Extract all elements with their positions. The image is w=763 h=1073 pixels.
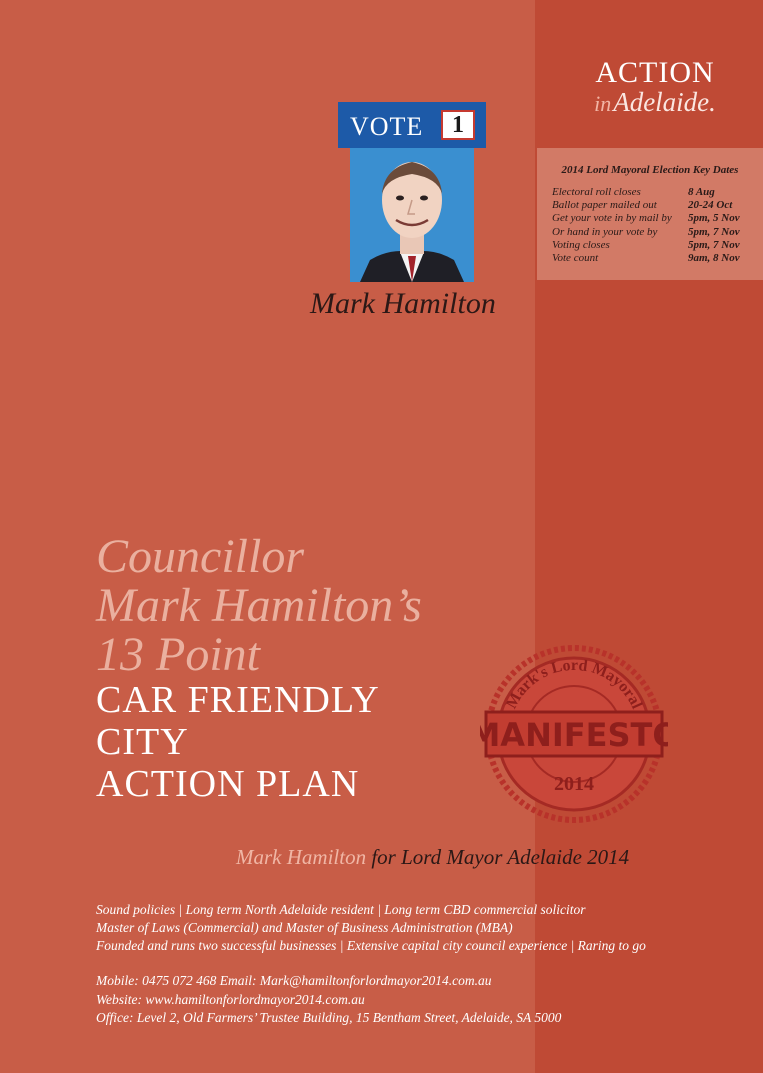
tagline-role: for Lord Mayor xyxy=(371,845,503,869)
key-date-label: Electoral roll closes xyxy=(552,186,641,198)
brand-city-text: Adelaide. xyxy=(613,87,716,117)
stamp-top-text: Mark's Lord Mayoral xyxy=(502,656,646,712)
key-date-label: Voting closes xyxy=(552,238,610,251)
key-date-label: Ballot paper mailed out xyxy=(552,199,657,212)
headline-line: ACTION PLAN xyxy=(96,763,360,805)
qualification-line: Master of Laws (Commercial) and Master of Business Administration (MBA) xyxy=(96,920,513,935)
key-date-value: 5pm, 7 Nov xyxy=(688,225,740,238)
brand-subtitle xyxy=(555,88,755,118)
brand-action-text: ACTION xyxy=(595,56,715,89)
tagline xyxy=(236,845,629,870)
headline-line: CITY xyxy=(96,721,189,763)
candidate-name: Mark Hamilton xyxy=(310,287,496,320)
key-date-label: Get your vote in by mail by xyxy=(552,212,672,225)
headline-line: Mark Hamilton’s xyxy=(96,579,422,632)
key-date-value: 5pm, 7 Nov xyxy=(688,238,740,251)
key-date-value: 9am, 8 Nov xyxy=(688,252,740,265)
headline-line: CAR FRIENDLY xyxy=(96,679,380,721)
vote-text: VOTE xyxy=(350,112,424,141)
contact-details xyxy=(96,972,561,1028)
action-in-adelaide-logo xyxy=(555,58,755,118)
key-date-value: 8 Aug xyxy=(688,186,715,198)
headline xyxy=(96,532,422,805)
manifesto-stamp xyxy=(480,640,668,828)
key-date-label: Vote count xyxy=(552,252,599,265)
stamp-bottom-text: 2014 xyxy=(554,773,594,795)
contact-office: Office: Level 2, Old Farmers’ Trustee Building, 15 Bentham Street, Adelaide, SA 5000 xyxy=(96,1010,562,1025)
qualifications xyxy=(96,901,646,955)
key-date-value: 20-24 Oct xyxy=(688,199,733,212)
stamp-middle-text: MANIFESTO xyxy=(480,716,668,754)
key-dates-box xyxy=(537,148,763,280)
key-date-label: Or hand in your vote by xyxy=(552,225,658,238)
tagline-name: Mark Hamilton xyxy=(236,845,367,869)
key-date-row xyxy=(537,252,763,265)
key-date-row xyxy=(537,239,763,252)
stamp-seal xyxy=(480,640,668,828)
key-date-row xyxy=(537,186,763,199)
contact-mobile-email: Mobile: 0475 072 468 Email: Mark@hamiltonforlordmayor2014.com.au xyxy=(96,973,492,988)
tagline-place: Adelaide 2014 xyxy=(507,845,630,869)
brand-in-text: in xyxy=(594,91,612,116)
vote-1-badge xyxy=(338,102,486,148)
contact-website: Website: www.hamiltonforlordmayor2014.com.au xyxy=(96,991,365,1007)
portrait-illustration xyxy=(350,148,474,282)
key-date-value: 5pm, 5 Nov xyxy=(688,212,740,225)
qualification-line: Founded and runs two successful businesses | Extensive capital city council experience | Raring to go xyxy=(96,938,646,953)
headline-line: 13 Point xyxy=(96,628,260,681)
key-date-row xyxy=(537,199,763,212)
key-dates-title: 2014 Lord Mayoral Election Key Dates xyxy=(561,164,739,176)
headline-line: Councillor xyxy=(96,530,305,583)
vote-number-box: 1 xyxy=(441,110,475,140)
candidate-portrait xyxy=(350,148,474,282)
key-date-row xyxy=(537,226,763,239)
qualification-line: Sound policies | Long term North Adelaide resident | Long term CBD commercial solicitor xyxy=(96,902,586,917)
key-date-row xyxy=(537,212,763,225)
